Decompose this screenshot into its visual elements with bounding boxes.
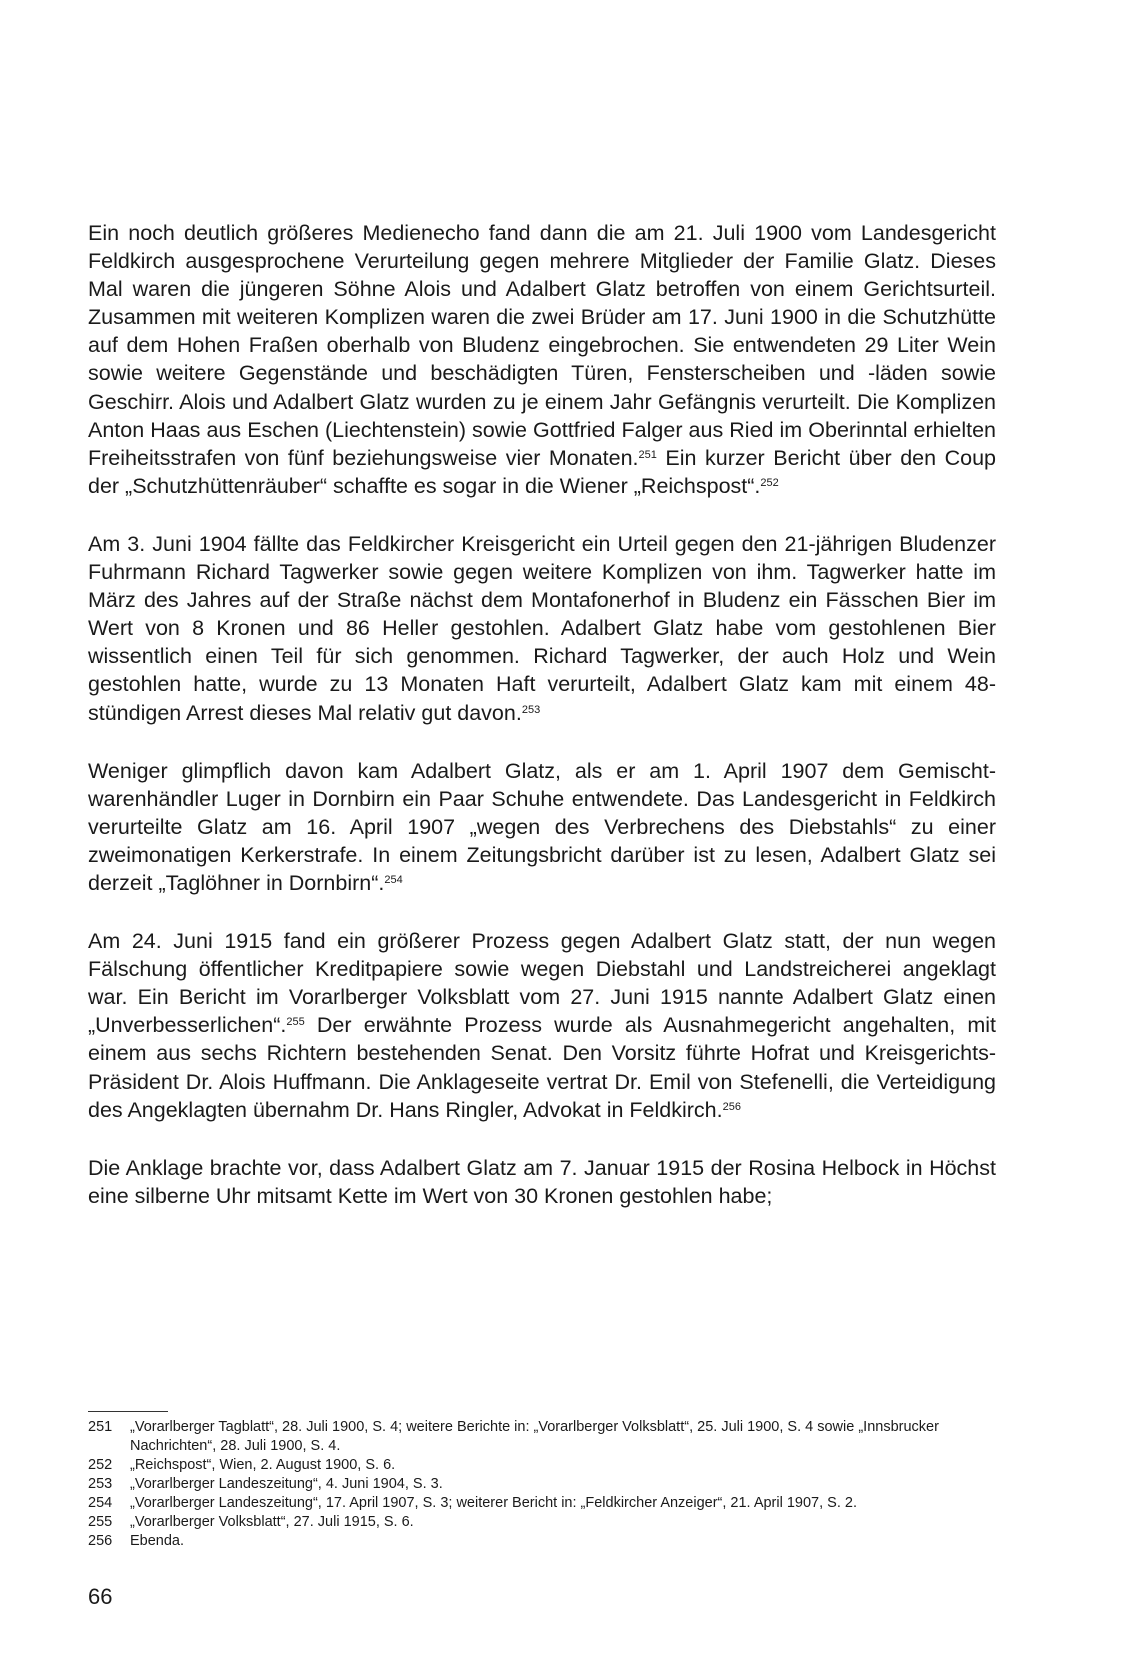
paragraph-text: Der erwähnte Prozess wurde als Ausnahmegericht angehalten, mit einem aus sechs Richtern bestehenden Senat. Den Vorsitz führte Hofrat und Kreisgerichts-Präsident Dr. Alois Huffmann. Die Anklageseite vertrat Dr. Emil von Stefenelli, die Verteidigung des Angeklagten übernahm Dr. Hans Ringler, Advokat in Feldkirch. <box>88 1013 996 1122</box>
paragraph-1 <box>88 219 996 500</box>
footnote-251 <box>88 1418 996 1456</box>
footnote-number: 252 <box>88 1457 113 1473</box>
footnote-number: 254 <box>88 1495 113 1511</box>
paragraph-text: Ein noch deutlich größeres Medienecho fand dann die am 21. Juli 1900 vom Landesgericht Feldkirch ausgesprochene Verurteilung gegen mehrere Mitglieder der Familie Glatz. Dieses Mal waren die jüngeren Söhne Alois und Adalbert Glatz betroffen von einem Gerichtsurteil. Zusammen mit weiteren Komplizen waren die zwei Brüder am 17. Juni 1900 in die Schutzhütte auf dem Hohen Fraßen oberhalb von Bludenz eingebrochen. Sie entwendeten 29 Liter Wein sowie weitere Gegenstände und beschädigten Türen, Fensterscheiben und -läden sowie Geschirr. Alois und Adalbert Glatz wurden zu je einem Jahr Gefängnis verurteilt. Die Komplizen Anton Haas aus Eschen (Liechtenstein) sowie Gottfried Falger aus Ried im Oberinntal erhielten Freiheitsstrafen von fünf beziehungsweise vier Monaten. <box>88 221 996 470</box>
footnote-text: „Vorarlberger Landeszeitung“, 4. Juni 1904, S. 3. <box>130 1476 443 1492</box>
paragraph-4 <box>88 927 996 1124</box>
footnote-253 <box>88 1475 996 1494</box>
footnote-ref-252[interactable]: 252 <box>760 476 779 489</box>
footnote-text: Ebenda. <box>130 1533 185 1549</box>
footnote-number: 251 <box>88 1419 113 1435</box>
paragraph-text: Weniger glimpflich davon kam Adalbert Glatz, als er am 1. April 1907 dem Gemischtwarenhändler Luger in Dornbirn ein Paar Schuhe entwendete. Das Landesgericht in Feldkirch verurteilte Glatz am 16. April 1907 „wegen des Verbrechens des Diebstahls“ zu einer zweimonatigen Kerkerstrafe. In einem Zeitungsbricht darüber ist zu lesen, Adalbert Glatz sei derzeit „Taglöhner in Dornbirn“. <box>88 758 996 895</box>
paragraph-text: Am 24. Juni 1915 fand ein größerer Prozess gegen Adalbert Glatz statt, der nun wegen Fälschung öffentlicher Kreditpapiere sowie wegen Diebstahl und Landstreicherei angeklagt war. Ein Bericht im Vorarlberger Volksblatt vom 27. Juni 1915 nannte Adalbert Glatz einen „Unverbesserlichen“. <box>88 929 996 1038</box>
footnote-text: „Reichspost“, Wien, 2. August 1900, S. 6. <box>130 1457 396 1473</box>
paragraph-2 <box>88 530 996 727</box>
footnote-number: 255 <box>88 1514 113 1530</box>
paragraph-3 <box>88 757 996 897</box>
footnote-ref-254[interactable]: 254 <box>384 873 403 886</box>
footnote-ref-256[interactable]: 256 <box>722 1100 741 1113</box>
footnote-254 <box>88 1494 996 1513</box>
footnote-255 <box>88 1513 996 1532</box>
footnote-ref-255[interactable]: 255 <box>286 1016 305 1029</box>
footnote-number: 256 <box>88 1533 113 1549</box>
paragraph-5 <box>88 1154 996 1210</box>
footnotes <box>88 1418 996 1551</box>
paragraph-text: Die Anklage brachte vor, dass Adalbert Glatz am 7. Januar 1915 der Rosina Helbock in Höchst eine silberne Uhr mitsamt Kette im Wert von 30 Kronen gestohlen habe; <box>88 1155 996 1208</box>
footnote-ref-253[interactable]: 253 <box>521 703 541 716</box>
page-number: 66 <box>88 1584 113 1609</box>
body-text <box>88 219 996 1240</box>
footnote-256 <box>88 1532 996 1551</box>
footnote-text: „Vorarlberger Volksblatt“, 27. Juli 1915, S. 6. <box>130 1514 414 1530</box>
footnote-252 <box>88 1456 996 1475</box>
footnote-number: 253 <box>88 1476 113 1492</box>
paragraph-text: Am 3. Juni 1904 fällte das Feldkircher Kreisgericht ein Urteil gegen den 21-jährigen Bludenzer Fuhrmann Richard Tagwerker sowie gegen weitere Komplizen von ihm. Tagwerker hatte im März des Jahres auf der Straße nächst dem Montafonerhof in Bludenz ein Fässchen Bier im Wert von 8 Kronen und 86 Heller gestohlen. Adalbert Glatz habe vom gestohlenen Bier wissentlich einen Teil für sich genommen. Richard Tagwerker, der auch Holz und Wein gestohlen hatte, wurde zu 13 Monaten Haft verurteilt, Adalbert Glatz kam mit einem 48-stündigen Arrest dieses Mal relativ gut davon. <box>88 531 996 725</box>
footnote-ref-251[interactable]: 251 <box>638 448 657 461</box>
footnote-text: „Vorarlberger Landeszeitung“, 17. April 1907, S. 3; weiterer Bericht in: „Feldkircher Anzeiger“, 21. April 1907, S. 2. <box>130 1495 857 1511</box>
paragraph-text: Ein kurzer Bericht über den Coup der „Schutzhüttenräuber“ schaffte es sogar in die Wiener „Reichspost“. <box>88 445 996 498</box>
footnote-text: „Vorarlberger Tagblatt“, 28. Juli 1900, S. 4; weitere Berichte in: „Vorarlberger Volksblatt“, 25. Juli 1900, S. 4 sowie „Innsbrucker Nachrichten“, 28. Juli 1900, S. 4. <box>130 1419 939 1454</box>
footnote-divider <box>88 1411 168 1412</box>
